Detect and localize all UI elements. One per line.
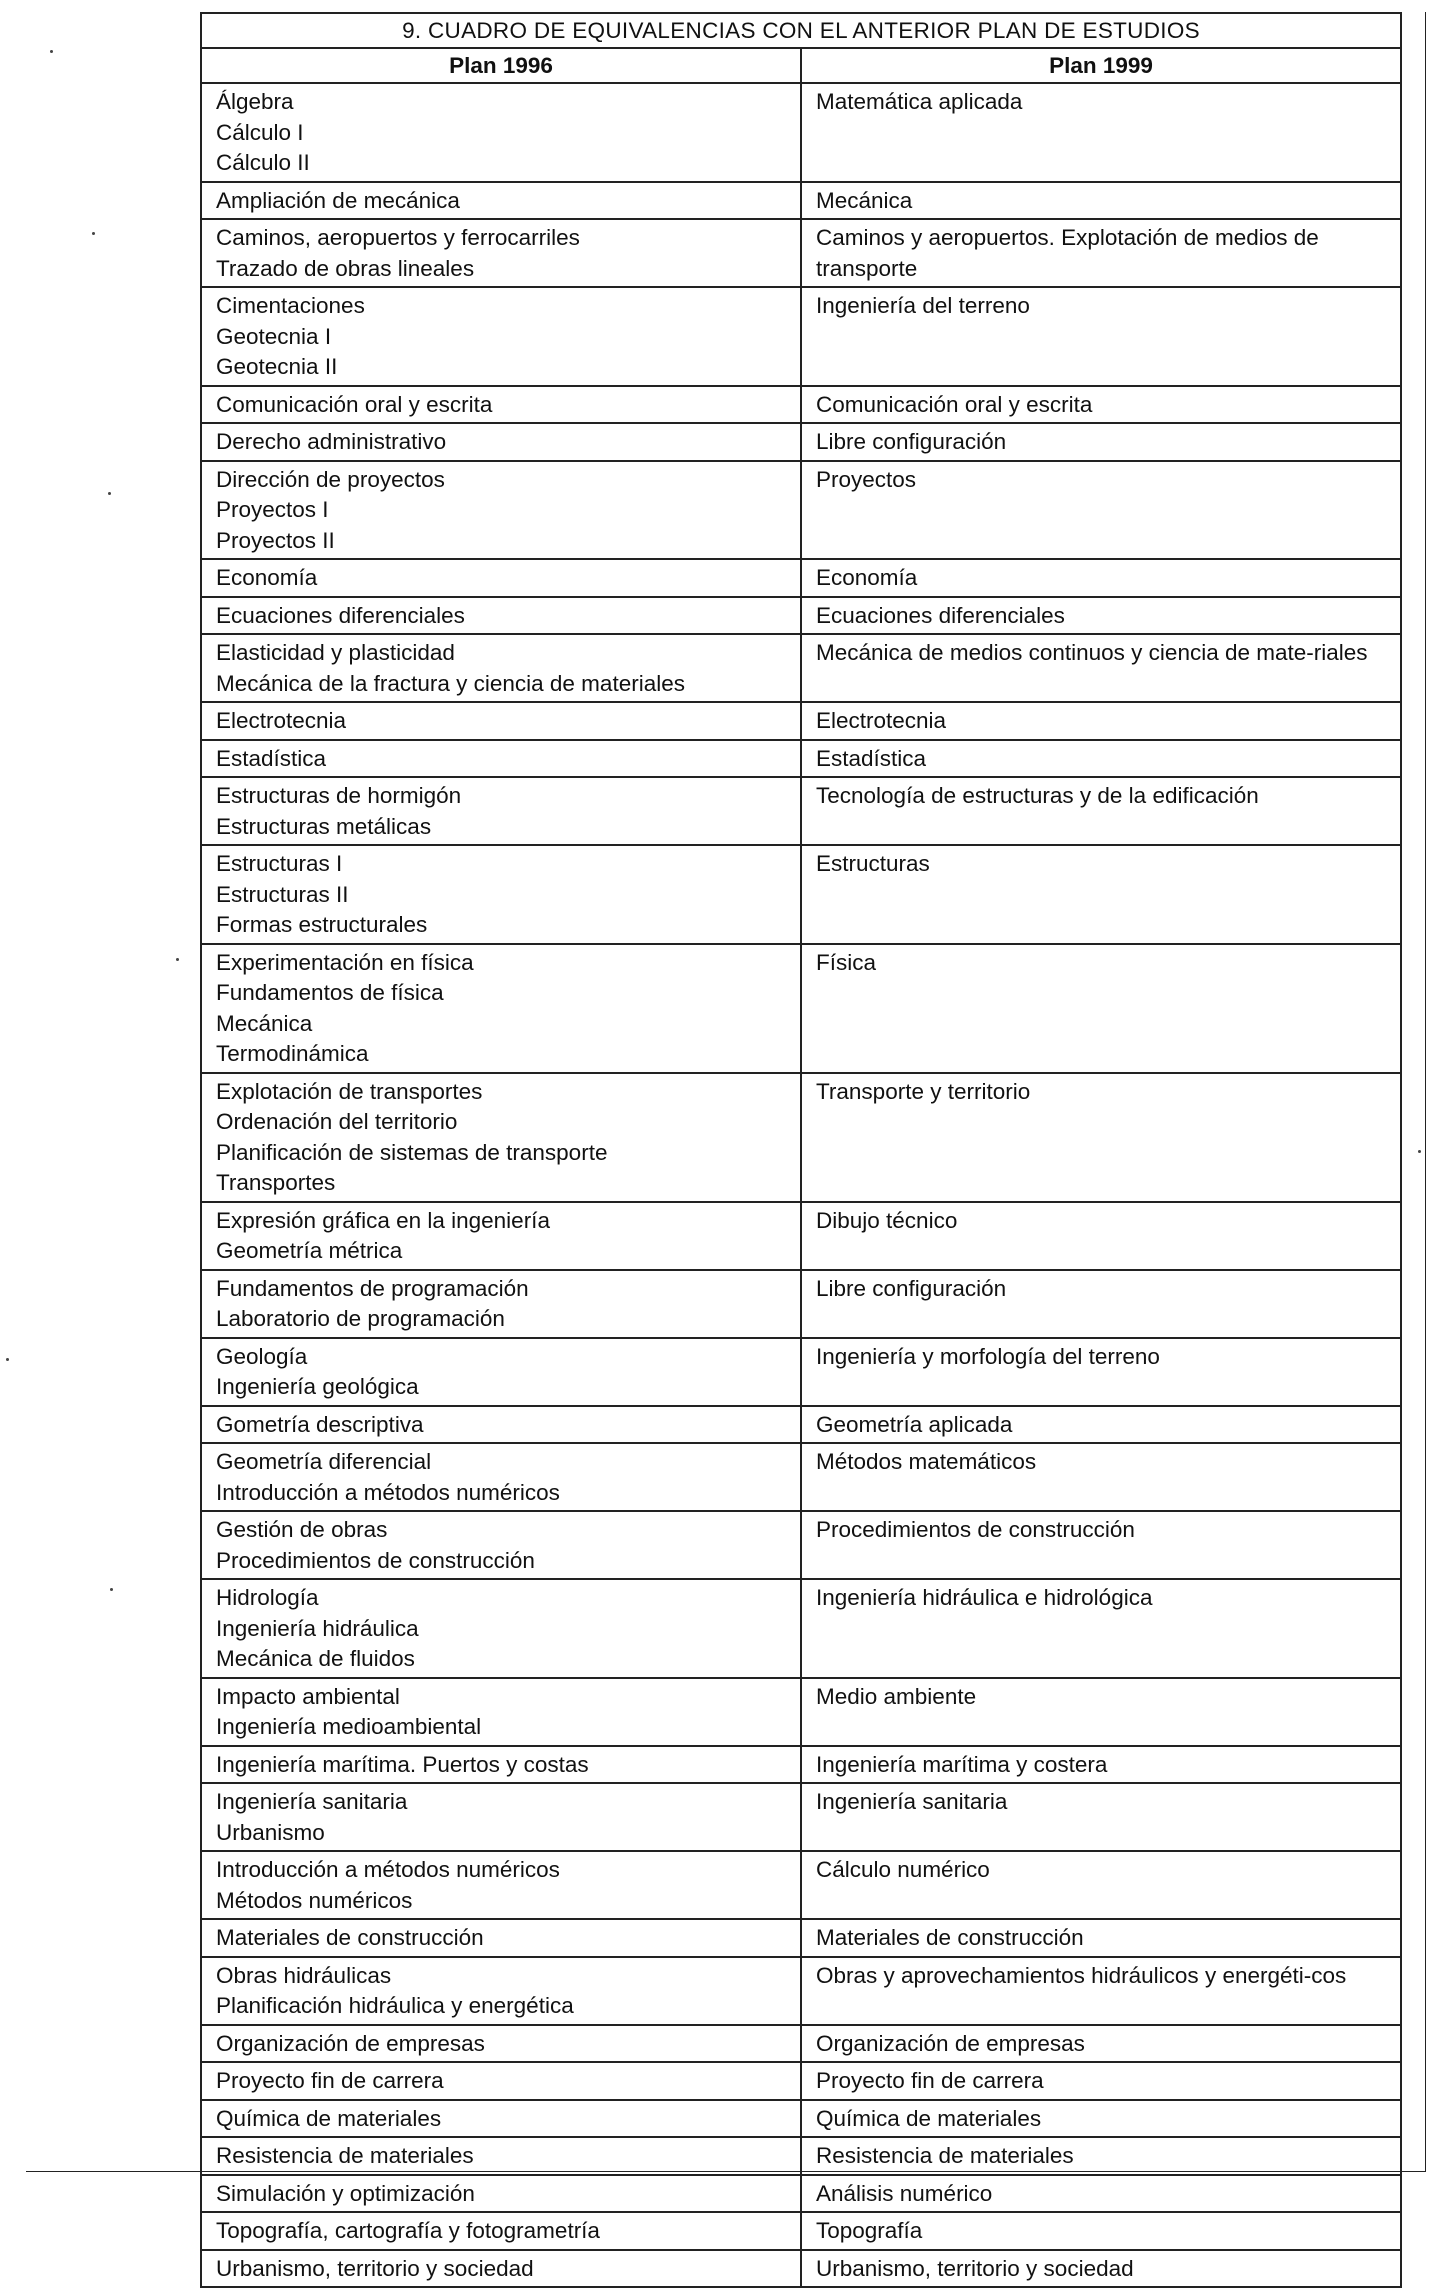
cell-plan-1999 bbox=[801, 2212, 1401, 2250]
cell-plan-1996 bbox=[201, 2250, 801, 2288]
subject-name: Estructuras bbox=[816, 851, 930, 876]
cell-plan-1999 bbox=[801, 1678, 1401, 1746]
header-plan-1996: Plan 1996 bbox=[201, 48, 801, 83]
cell-plan-1996 bbox=[201, 1202, 801, 1270]
cell-plan-1996 bbox=[201, 461, 801, 560]
cell-plan-1996 bbox=[201, 2062, 801, 2100]
subject-name: Urbanismo, territorio y sociedad bbox=[216, 2255, 534, 2281]
cell-plan-1996 bbox=[201, 634, 801, 702]
subject-name: Ingeniería medioambiental bbox=[216, 1714, 482, 1739]
subject-name: Ecuaciones diferenciales bbox=[216, 602, 465, 628]
subject-name: Libre configuración bbox=[816, 1275, 1007, 1301]
cell-plan-1996 bbox=[201, 1746, 801, 1784]
table-row bbox=[201, 1746, 1401, 1784]
cell-plan-1996 bbox=[201, 944, 801, 1073]
table-row bbox=[201, 1443, 1401, 1511]
cell-plan-1999 bbox=[801, 461, 1401, 560]
cell-plan-1999 bbox=[801, 1957, 1401, 2025]
subject-name: Organización de empresas bbox=[816, 2030, 1085, 2056]
subject-name: Trazado de obras lineales bbox=[216, 255, 475, 281]
cell-plan-1999 bbox=[801, 2250, 1401, 2288]
cell-plan-1996 bbox=[201, 1783, 801, 1851]
cell-plan-1999 bbox=[801, 740, 1401, 778]
cell-plan-1996 bbox=[201, 2137, 801, 2175]
subject-name: Cálculo numérico bbox=[816, 1857, 990, 1882]
table-row bbox=[201, 559, 1401, 597]
cell-plan-1999 bbox=[801, 944, 1401, 1073]
subject-name: Obras hidráulicas bbox=[216, 1962, 392, 1988]
cell-plan-1999 bbox=[801, 2137, 1401, 2175]
subject-name: Explotación de transportes bbox=[216, 1078, 483, 1104]
subject-name: Urbanismo, territorio y sociedad bbox=[816, 2255, 1134, 2281]
cell-plan-1996 bbox=[201, 219, 801, 287]
cell-plan-1996 bbox=[201, 2175, 801, 2213]
subject-name: Derecho administrativo bbox=[216, 429, 447, 454]
cell-plan-1999 bbox=[801, 386, 1401, 424]
subject-name: Proyectos bbox=[816, 466, 917, 492]
cell-plan-1996 bbox=[201, 287, 801, 386]
table-row bbox=[201, 182, 1401, 220]
subject-name: Estructuras de hormigón bbox=[216, 783, 462, 808]
subject-name: Economía bbox=[216, 565, 318, 590]
subject-name: Experimentación en física bbox=[216, 949, 474, 975]
subject-name: Ingeniería sanitaria bbox=[816, 1789, 1008, 1814]
subject-name: Caminos, aeropuertos y ferrocarriles bbox=[216, 225, 580, 250]
scan-speck bbox=[6, 1358, 9, 1361]
table-row bbox=[201, 845, 1401, 944]
subject-name: Ampliación de mecánica bbox=[216, 187, 460, 213]
cell-plan-1999 bbox=[801, 1783, 1401, 1851]
subject-name: Resistencia de materiales bbox=[816, 2143, 1074, 2168]
table-row bbox=[201, 1338, 1401, 1406]
subject-name: Medio ambiente bbox=[816, 1683, 977, 1709]
subject-name: Planificación hidráulica y energética bbox=[216, 1993, 574, 2018]
cell-plan-1999 bbox=[801, 2100, 1401, 2138]
cell-plan-1996 bbox=[201, 2212, 801, 2250]
subject-name: Introducción a métodos numéricos bbox=[216, 1479, 560, 1505]
cell-plan-1999 bbox=[801, 1338, 1401, 1406]
table-row bbox=[201, 2100, 1401, 2138]
cell-plan-1999 bbox=[801, 597, 1401, 635]
subject-name: Organización de empresas bbox=[216, 2030, 485, 2056]
cell-plan-1999 bbox=[801, 1202, 1401, 1270]
subject-name: Geometría diferencial bbox=[216, 1449, 432, 1474]
cell-plan-1996 bbox=[201, 182, 801, 220]
cell-plan-1999 bbox=[801, 83, 1401, 182]
subject-name: Dibujo técnico bbox=[816, 1207, 958, 1233]
subject-name: Gestión de obras bbox=[216, 1517, 388, 1542]
table-row bbox=[201, 1511, 1401, 1579]
subject-name: Impacto ambiental bbox=[216, 1683, 400, 1709]
equivalence-table bbox=[200, 12, 1402, 2288]
subject-name: Geometría métrica bbox=[216, 1238, 403, 1263]
subject-name: Mecánica de fluidos bbox=[216, 1646, 415, 1671]
subject-name: Laboratorio de programación bbox=[216, 1306, 505, 1331]
cell-plan-1999 bbox=[801, 219, 1401, 287]
subject-name: Topografía, cartografía y fotogrametría bbox=[216, 2218, 600, 2243]
table-row bbox=[201, 597, 1401, 635]
subject-name: Termodinámica bbox=[216, 1041, 369, 1066]
scan-speck bbox=[92, 232, 95, 235]
subject-name: Proyectos I bbox=[216, 497, 329, 522]
cell-plan-1996 bbox=[201, 597, 801, 635]
table-row bbox=[201, 777, 1401, 845]
subject-name: Economía bbox=[816, 565, 918, 590]
subject-name: Ingeniería del terreno bbox=[816, 293, 1030, 318]
subject-name: Proyecto fin de carrera bbox=[216, 2068, 444, 2093]
subject-name: Caminos y aeropuertos. Explotación de medios de transporte bbox=[816, 225, 1319, 281]
cell-plan-1996 bbox=[201, 2025, 801, 2063]
cell-plan-1996 bbox=[201, 845, 801, 944]
cell-plan-1996 bbox=[201, 1511, 801, 1579]
header-row bbox=[201, 48, 1401, 83]
subject-name: Química de materiales bbox=[216, 2105, 442, 2131]
cell-plan-1996 bbox=[201, 559, 801, 597]
table-row bbox=[201, 386, 1401, 424]
subject-name: Ingeniería hidráulica e hidrológica bbox=[816, 1585, 1153, 1610]
cell-plan-1996 bbox=[201, 1919, 801, 1957]
table-row bbox=[201, 1957, 1401, 2025]
cell-plan-1999 bbox=[801, 2062, 1401, 2100]
subject-name: Hidrología bbox=[216, 1585, 319, 1610]
table-row bbox=[201, 1270, 1401, 1338]
subject-name: Proyectos II bbox=[216, 527, 335, 553]
subject-name: Planificación de sistemas de transporte bbox=[216, 1139, 608, 1165]
subject-name: Resistencia de materiales bbox=[216, 2143, 474, 2168]
cell-plan-1996 bbox=[201, 1579, 801, 1678]
table-row bbox=[201, 2062, 1401, 2100]
cell-plan-1999 bbox=[801, 1443, 1401, 1511]
subject-name: Comunicación oral y escrita bbox=[816, 391, 1093, 417]
subject-name: Estructuras I bbox=[216, 851, 343, 876]
table-row bbox=[201, 2025, 1401, 2063]
cell-plan-1999 bbox=[801, 2175, 1401, 2213]
subject-name: Estadística bbox=[216, 745, 327, 771]
table-row bbox=[201, 1678, 1401, 1746]
subject-name: Materiales de construcción bbox=[816, 1925, 1084, 1950]
table-row bbox=[201, 461, 1401, 560]
subject-name: Matemática aplicada bbox=[816, 89, 1023, 114]
subject-name: Ingeniería marítima y costera bbox=[816, 1751, 1108, 1777]
subject-name: Elasticidad y plasticidad bbox=[216, 640, 455, 665]
table-row bbox=[201, 702, 1401, 740]
cell-plan-1999 bbox=[801, 1406, 1401, 1444]
subject-name: Comunicación oral y escrita bbox=[216, 391, 493, 417]
cell-plan-1999 bbox=[801, 1919, 1401, 1957]
table-row bbox=[201, 1406, 1401, 1444]
subject-name: Geometría aplicada bbox=[816, 1411, 1013, 1437]
subject-name: Cálculo II bbox=[216, 150, 310, 175]
cell-plan-1996 bbox=[201, 386, 801, 424]
cell-plan-1996 bbox=[201, 777, 801, 845]
table-row bbox=[201, 1919, 1401, 1957]
subject-name: Urbanismo bbox=[216, 1819, 325, 1845]
table-row bbox=[201, 1579, 1401, 1678]
subject-name: Materiales de construcción bbox=[216, 1925, 484, 1950]
cell-plan-1996 bbox=[201, 2100, 801, 2138]
subject-name: Análisis numérico bbox=[816, 2180, 993, 2206]
scan-speck bbox=[1418, 1150, 1421, 1153]
subject-name: Ordenación del territorio bbox=[216, 1109, 458, 1134]
subject-name: Métodos numéricos bbox=[216, 1887, 413, 1913]
table-row bbox=[201, 944, 1401, 1073]
subject-name: Estadística bbox=[816, 745, 927, 771]
table-row bbox=[201, 634, 1401, 702]
table-row bbox=[201, 287, 1401, 386]
subject-name: Electrotecnia bbox=[816, 708, 947, 733]
subject-name: Dirección de proyectos bbox=[216, 466, 445, 492]
header-plan-1999: Plan 1999 bbox=[801, 48, 1401, 83]
subject-name: Tecnología de estructuras y de la edificación bbox=[816, 783, 1259, 808]
cell-plan-1999 bbox=[801, 1851, 1401, 1919]
cell-plan-1999 bbox=[801, 1579, 1401, 1678]
subject-name: Ingeniería geológica bbox=[216, 1374, 419, 1399]
subject-name: Estructuras metálicas bbox=[216, 813, 432, 839]
subject-name: Formas estructurales bbox=[216, 912, 428, 937]
table-row bbox=[201, 740, 1401, 778]
cell-plan-1999 bbox=[801, 2025, 1401, 2063]
cell-plan-1999 bbox=[801, 182, 1401, 220]
scan-speck bbox=[176, 958, 179, 961]
subject-name: Transportes bbox=[216, 1170, 336, 1195]
table-row bbox=[201, 2212, 1401, 2250]
cell-plan-1999 bbox=[801, 559, 1401, 597]
subject-name: Cálculo I bbox=[216, 119, 304, 145]
subject-name: Estructuras II bbox=[216, 881, 349, 907]
cell-plan-1996 bbox=[201, 1443, 801, 1511]
subject-name: Ingeniería y morfología del terreno bbox=[816, 1343, 1160, 1369]
cell-plan-1996 bbox=[201, 1073, 801, 1202]
cell-plan-1996 bbox=[201, 740, 801, 778]
table-body bbox=[201, 83, 1401, 2287]
subject-name: Fundamentos de física bbox=[216, 980, 444, 1005]
subject-name: Libre configuración bbox=[816, 429, 1007, 454]
subject-name: Electrotecnia bbox=[216, 708, 347, 733]
table-row bbox=[201, 1851, 1401, 1919]
cell-plan-1999 bbox=[801, 845, 1401, 944]
subject-name: Geología bbox=[216, 1343, 308, 1369]
subject-name: Cimentaciones bbox=[216, 293, 365, 318]
cell-plan-1999 bbox=[801, 777, 1401, 845]
subject-name: Mecánica de medios continuos y ciencia de mate-riales bbox=[816, 640, 1368, 665]
table-row bbox=[201, 1783, 1401, 1851]
cell-plan-1996 bbox=[201, 1270, 801, 1338]
subject-name: Procedimientos de construcción bbox=[816, 1517, 1135, 1542]
cell-plan-1996 bbox=[201, 423, 801, 461]
table-row bbox=[201, 2250, 1401, 2288]
subject-name: Ingeniería sanitaria bbox=[216, 1789, 408, 1814]
cell-plan-1999 bbox=[801, 423, 1401, 461]
cell-plan-1996 bbox=[201, 1957, 801, 2025]
cell-plan-1996 bbox=[201, 1338, 801, 1406]
cell-plan-1999 bbox=[801, 702, 1401, 740]
subject-name: Introducción a métodos numéricos bbox=[216, 1857, 560, 1882]
table-head bbox=[201, 13, 1401, 83]
table-row bbox=[201, 423, 1401, 461]
subject-name: Simulación y optimización bbox=[216, 2180, 475, 2206]
subject-name: Métodos matemáticos bbox=[816, 1449, 1037, 1474]
subject-name: Ecuaciones diferenciales bbox=[816, 602, 1065, 628]
cell-plan-1999 bbox=[801, 634, 1401, 702]
subject-name: Obras y aprovechamientos hidráulicos y energéti-cos bbox=[816, 1962, 1347, 1988]
table-row bbox=[201, 83, 1401, 182]
cell-plan-1996 bbox=[201, 1851, 801, 1919]
subject-name: Ingeniería marítima. Puertos y costas bbox=[216, 1751, 589, 1777]
title-row bbox=[201, 13, 1401, 48]
cell-plan-1996 bbox=[201, 83, 801, 182]
subject-name: Álgebra bbox=[216, 89, 294, 114]
table-row bbox=[201, 2137, 1401, 2175]
subject-name: Geotecnia II bbox=[216, 354, 338, 379]
cell-plan-1999 bbox=[801, 1511, 1401, 1579]
subject-name: Ingeniería hidráulica bbox=[216, 1615, 419, 1641]
cell-plan-1999 bbox=[801, 1270, 1401, 1338]
subject-name: Mecánica de la fractura y ciencia de materiales bbox=[216, 670, 685, 696]
scan-speck bbox=[50, 50, 53, 53]
subject-name: Física bbox=[816, 949, 877, 975]
subject-name: Expresión gráfica en la ingeniería bbox=[216, 1207, 550, 1233]
subject-name: Mecánica bbox=[816, 187, 913, 213]
cell-plan-1996 bbox=[201, 1678, 801, 1746]
table-title: 9. CUADRO DE EQUIVALENCIAS CON EL ANTERIOR PLAN DE ESTUDIOS bbox=[201, 13, 1401, 48]
subject-name: Proyecto fin de carrera bbox=[816, 2068, 1044, 2093]
table-row bbox=[201, 219, 1401, 287]
table-row bbox=[201, 1202, 1401, 1270]
scan-speck bbox=[110, 1588, 113, 1591]
cell-plan-1999 bbox=[801, 1746, 1401, 1784]
subject-name: Química de materiales bbox=[816, 2105, 1042, 2131]
cell-plan-1996 bbox=[201, 1406, 801, 1444]
subject-name: Fundamentos de programación bbox=[216, 1275, 529, 1301]
table-row bbox=[201, 2175, 1401, 2213]
scan-speck bbox=[108, 492, 111, 495]
cell-plan-1996 bbox=[201, 702, 801, 740]
subject-name: Transporte y territorio bbox=[816, 1078, 1031, 1104]
cell-plan-1999 bbox=[801, 287, 1401, 386]
subject-name: Geotecnia I bbox=[216, 323, 332, 349]
subject-name: Mecánica bbox=[216, 1010, 313, 1036]
table-row bbox=[201, 1073, 1401, 1202]
cell-plan-1999 bbox=[801, 1073, 1401, 1202]
subject-name: Topografía bbox=[816, 2218, 923, 2243]
subject-name: Procedimientos de construcción bbox=[216, 1547, 535, 1573]
subject-name: Gometría descriptiva bbox=[216, 1411, 424, 1437]
